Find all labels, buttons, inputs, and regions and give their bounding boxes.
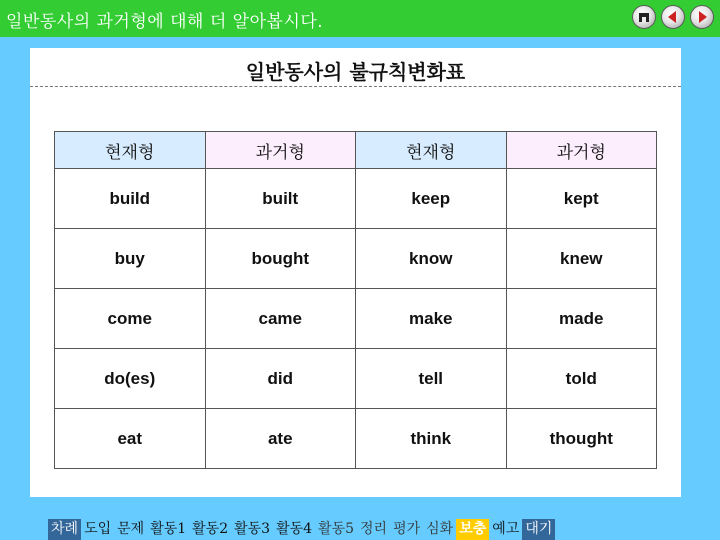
table-cell: know (356, 229, 507, 289)
nav-tab-activity-5[interactable]: 활동5 (318, 521, 355, 537)
column-header: 현재형 (356, 132, 507, 169)
table-cell: came (205, 289, 356, 349)
nav-tab-contents[interactable]: 차례 (48, 519, 81, 540)
table-cell: come (55, 289, 206, 349)
table-row (55, 169, 657, 229)
table-row (55, 349, 657, 409)
table-cell: think (356, 409, 507, 469)
header-bar (0, 0, 720, 37)
nav-tab-summary[interactable]: 정리 (360, 521, 388, 537)
table-row (55, 289, 657, 349)
nav-tab-activity-1[interactable]: 활동1 (150, 521, 187, 537)
table-cell: keep (356, 169, 507, 229)
nav-tab-standby[interactable]: 대기 (522, 519, 555, 540)
nav-tab-supplement[interactable]: 보충 (456, 519, 489, 540)
table-cell: eat (55, 409, 206, 469)
table-header-row (55, 132, 657, 169)
home-icon (636, 9, 652, 25)
nav-tab-advanced[interactable]: 심화 (426, 521, 454, 537)
nav-tab-evaluation[interactable]: 평가 (393, 521, 421, 537)
nav-tab-activity-2[interactable]: 활동2 (192, 521, 229, 537)
table-cell: made (506, 289, 657, 349)
table-cell: kept (506, 169, 657, 229)
nav-tab-activity-4[interactable]: 활동4 (276, 521, 313, 537)
table-cell: built (205, 169, 356, 229)
page-title: 일반동사의 과거형에 대해 더 알아봅시다. (6, 12, 324, 32)
table-cell: told (506, 349, 657, 409)
table-cell: knew (506, 229, 657, 289)
previous-arrow-icon (665, 9, 681, 25)
nav-tab-problem[interactable]: 문제 (117, 521, 145, 537)
irregular-verb-table (54, 131, 657, 469)
table-cell: do(es) (55, 349, 206, 409)
dashed-divider (30, 86, 681, 87)
table-cell: thought (506, 409, 657, 469)
content-panel (30, 48, 681, 497)
nav-tab-intro[interactable]: 도입 (84, 521, 112, 537)
table-cell: did (205, 349, 356, 409)
next-arrow-icon (694, 9, 710, 25)
nav-tab-preview[interactable]: 예고 (492, 521, 520, 537)
table-cell: tell (356, 349, 507, 409)
home-button[interactable] (632, 5, 656, 29)
column-header: 과거형 (506, 132, 657, 169)
table-row (55, 409, 657, 469)
table-cell: ate (205, 409, 356, 469)
table-cell: bought (205, 229, 356, 289)
previous-button[interactable] (661, 5, 685, 29)
table-row (55, 229, 657, 289)
table-cell: make (356, 289, 507, 349)
table-title: 일반동사의 불규칙변화표 (245, 60, 466, 84)
bottom-navigation (48, 519, 555, 540)
table-cell: buy (55, 229, 206, 289)
nav-tab-activity-3[interactable]: 활동3 (234, 521, 271, 537)
column-header: 과거형 (205, 132, 356, 169)
table-cell: build (55, 169, 206, 229)
column-header: 현재형 (55, 132, 206, 169)
next-button[interactable] (690, 5, 714, 29)
